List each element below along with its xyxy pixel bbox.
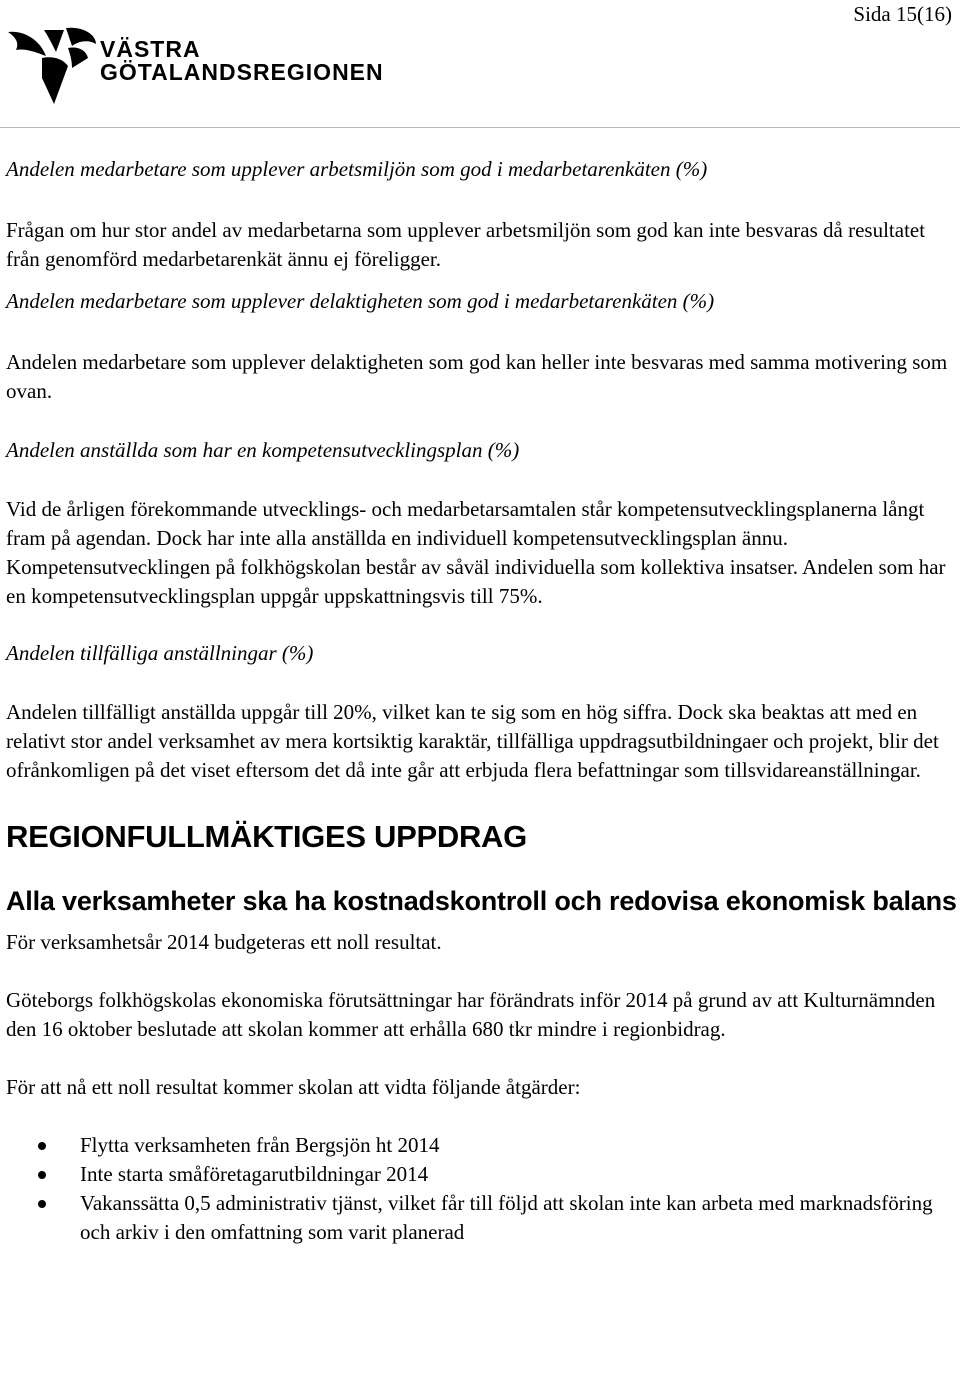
paragraph-atgarder: För att nå ett noll resultat kommer skolan att vidta följande åtgärder: — [6, 1075, 581, 1099]
action-list — [6, 1131, 958, 1247]
vgr-logo — [6, 26, 406, 106]
list-item-text: Vakanssätta 0,5 administrativ tjänst, vilket får till följd att skolan inte kan arbeta med marknadsföring och arkiv i den omfattning som varit planerad — [80, 1191, 933, 1244]
section-heading-arbetsmiljo: Andelen medarbetare som upplever arbetsmiljön som god i medarbetarenkäten (%) — [6, 157, 708, 181]
logo-line-2: GÖTALANDSREGIONEN — [100, 59, 384, 85]
paragraph-delaktighet: Andelen medarbetare som upplever delaktigheten som god kan heller inte besvaras med samma motivering som ovan. — [6, 350, 948, 403]
list-item-text: Inte starta småföretagarutbildningar 2014 — [80, 1162, 429, 1186]
paragraph-kompetens: Vid de årligen förekommande utvecklings- och medarbetarsamtalen står kompetensutvecklingsplanerna långt fram på agendan. Dock har inte alla anställda en individuell kompetensutvecklingsplan ännu. Kompetensutvecklingen på folkhögskolan består av såväl individuella som kollektiva insatser. Andelen som har en kompetensutvecklingsplan uppgår uppskattningsvis till 75%. — [6, 497, 946, 608]
bullet-icon — [38, 1142, 46, 1150]
paragraph-arbetsmiljo: Frågan om hur stor andel av medarbetarna som upplever arbetsmiljön som god kan inte besvaras då resultatet från genomförd medarbetarenkät ännu ej föreligger. — [6, 218, 926, 271]
bullet-icon — [38, 1200, 46, 1208]
list-item — [6, 1160, 958, 1189]
vgr-logo-text — [100, 38, 384, 84]
section-heading-kompetens: Andelen anställda som har en kompetensutvecklingsplan (%) — [6, 438, 520, 462]
sub-heading: Alla verksamheter ska ha kostnadskontroll och redovisa ekonomisk balans — [6, 886, 957, 916]
section-heading-tillfalliga: Andelen tillfälliga anställningar (%) — [6, 641, 314, 665]
vgr-logo-mark-icon — [6, 26, 96, 106]
paragraph-budget: För verksamhetsår 2014 budgeteras ett noll resultat. — [6, 930, 442, 954]
page-number: Sida 15(16) — [853, 2, 952, 26]
logo-line-1: VÄSTRA — [100, 36, 201, 62]
paragraph-tillfalliga: Andelen tillfälligt anställda uppgår till 20%, vilket kan te sig som en hög siffra. Dock ska beaktas att med en relativt stor andel verksamhet av mera kortsiktig karaktär, tillfälliga uppdragsutbildningaer och projekt, blir det ofrånkomligen på det viset eftersom det då inte går att erbjuda flera befattningar som tillsvidareanställningar. — [6, 700, 939, 782]
document-body — [6, 155, 958, 1247]
list-item — [6, 1131, 958, 1160]
list-item — [6, 1189, 958, 1247]
header-divider — [0, 127, 960, 128]
main-heading: REGIONFULLMÄKTIGES UPPDRAG — [6, 819, 527, 854]
paragraph-forutsattningar: Göteborgs folkhögskolas ekonomiska förutsättningar har förändrats inför 2014 på grund av att Kulturnämnden den 16 oktober beslutade att skolan kommer att erhålla 680 tkr mindre i regionbidrag. — [6, 988, 936, 1041]
section-heading-delaktighet: Andelen medarbetare som upplever delaktigheten som god i medarbetarenkäten (%) — [6, 289, 715, 313]
list-item-text: Flytta verksamheten från Bergsjön ht 2014 — [80, 1133, 440, 1157]
bullet-icon — [38, 1171, 46, 1179]
